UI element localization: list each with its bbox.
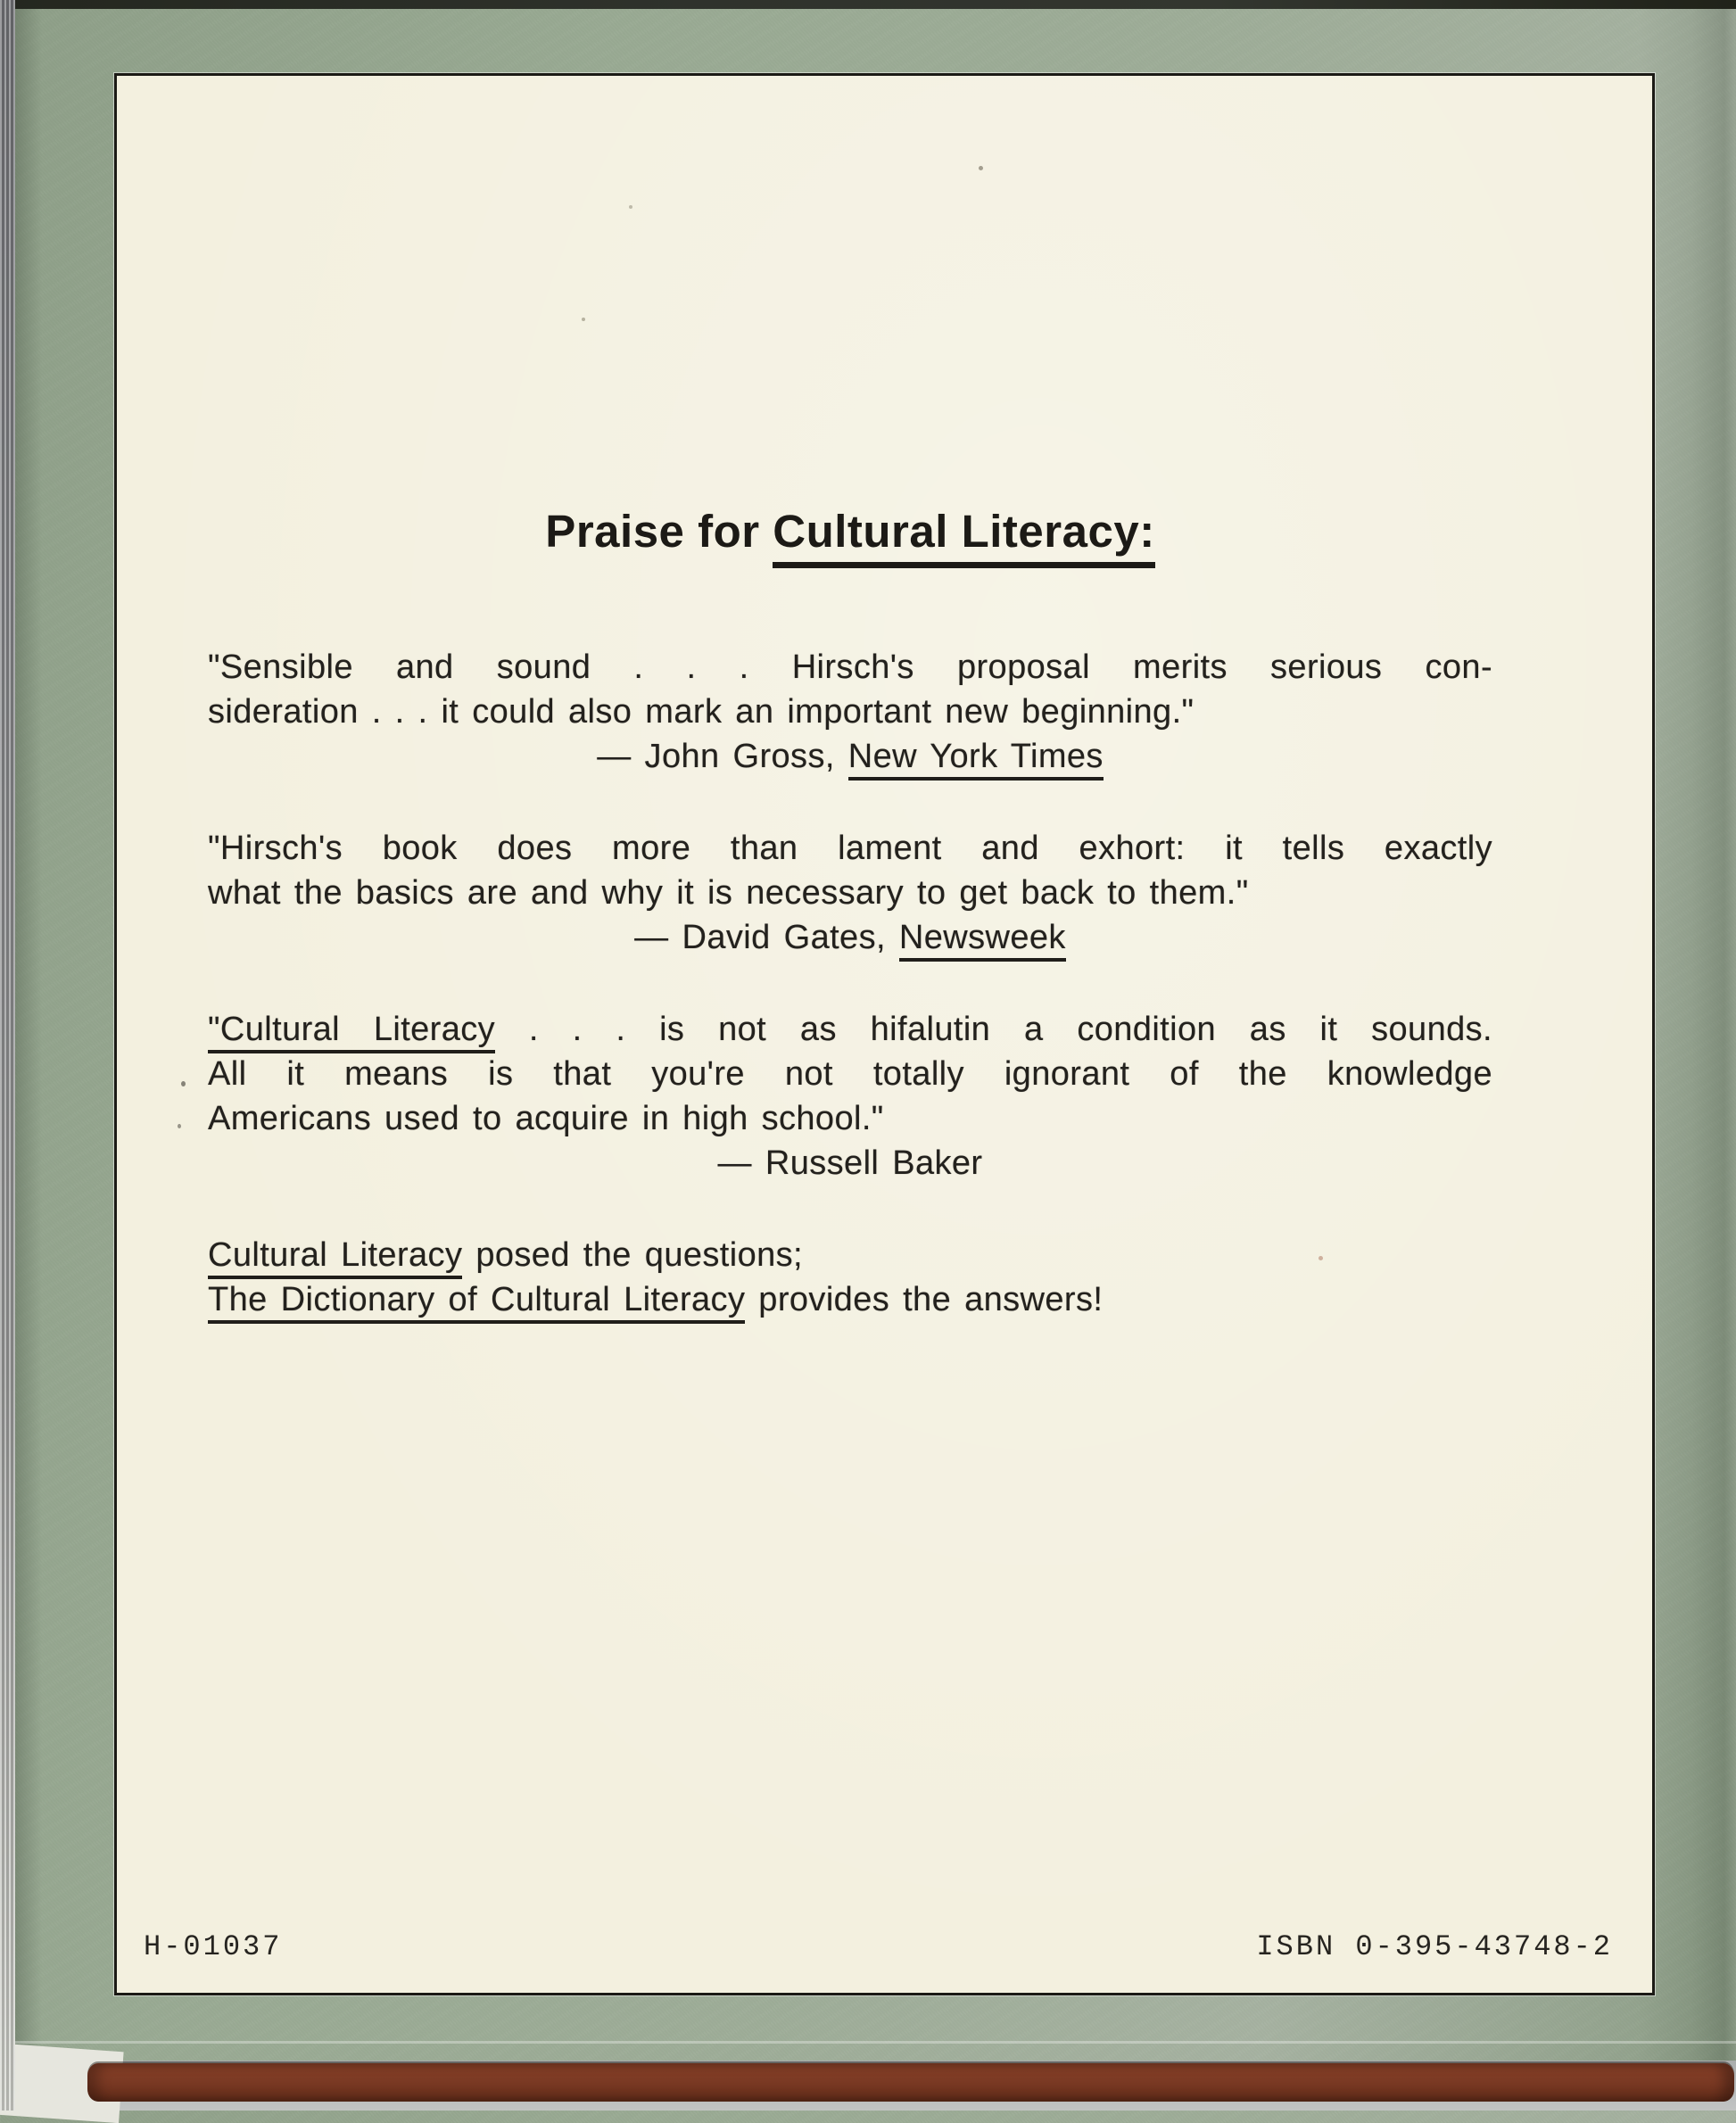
- cover-left-shadow: [15, 0, 42, 2111]
- quotes: [208, 645, 1492, 1322]
- quote-david-gates: [208, 826, 1492, 960]
- quote-line: [208, 1007, 1492, 1052]
- text-segment: what the basics are and why it is necessary to get back to them.": [208, 874, 1249, 912]
- quote-line: [208, 1096, 1492, 1141]
- quote-line: [208, 1277, 1492, 1322]
- text-segment: . . . is not as hifalutin a condition as it sounds.: [495, 1011, 1493, 1048]
- dust-speck: [178, 1124, 181, 1128]
- text-segment: "Sensible and sound . . . Hirsch's proposal merits serious con-: [208, 648, 1492, 686]
- text-segment: posed the questions;: [462, 1236, 804, 1274]
- quote-line: [208, 645, 1492, 690]
- praise-heading: [208, 504, 1492, 559]
- text-segment: — David Gates,: [634, 919, 899, 956]
- cover-bottom-fold-line: [15, 2041, 1736, 2044]
- book-top-edge: [0, 0, 1736, 9]
- text-segment: All it means is that you're not totally ignorant of the knowledge: [208, 1055, 1492, 1093]
- quote-line: [208, 826, 1492, 871]
- book-board-edge: [87, 2063, 1734, 2102]
- quote-russell-baker: [208, 1007, 1492, 1185]
- panel-content: [117, 76, 1652, 1993]
- quote-line: [208, 1233, 1492, 1277]
- underlined-text: "Cultural Literacy: [208, 1011, 495, 1053]
- underlined-text: New York Times: [848, 738, 1104, 781]
- dust-speck: [181, 1081, 186, 1086]
- quote-line: [208, 871, 1492, 915]
- text-segment: sideration . . . it could also mark an important new beginning.": [208, 693, 1195, 731]
- underlined-text: Newsweek: [899, 919, 1066, 962]
- dust-speck: [629, 205, 632, 209]
- footer-codes: [144, 1929, 1613, 1965]
- heading-book-title: Cultural Literacy:: [773, 506, 1154, 568]
- text-segment: — Russell Baker: [717, 1144, 983, 1182]
- printing-code: H-01037: [144, 1930, 283, 1963]
- dust-speck: [1319, 1256, 1323, 1260]
- quote-attribution: [208, 1141, 1492, 1185]
- quote-line: [208, 690, 1492, 734]
- quote-john-gross: [208, 645, 1492, 779]
- text-segment: "Hirsch's book does more than lament and exhort: it tells exactly: [208, 830, 1492, 867]
- text-segment: provides the answers!: [745, 1281, 1104, 1318]
- underlined-text: Cultural Literacy: [208, 1236, 462, 1279]
- text-segment: Americans used to acquire in high school.": [208, 1100, 884, 1137]
- underlined-text: The Dictionary of Cultural Literacy: [208, 1281, 745, 1324]
- back-cover-panel: [114, 73, 1655, 1995]
- text-segment: — John Gross,: [597, 738, 848, 775]
- heading-prefix: Praise for: [545, 506, 773, 557]
- quote-attribution: [208, 915, 1492, 960]
- isbn-code: ISBN 0-395-43748-2: [1256, 1930, 1613, 1963]
- closing-lines: [208, 1233, 1492, 1322]
- quote-line: [208, 1052, 1492, 1096]
- dust-speck: [582, 318, 585, 321]
- page-edge-strip: [0, 0, 15, 2111]
- quote-attribution: [208, 734, 1492, 779]
- dust-speck: [979, 166, 983, 170]
